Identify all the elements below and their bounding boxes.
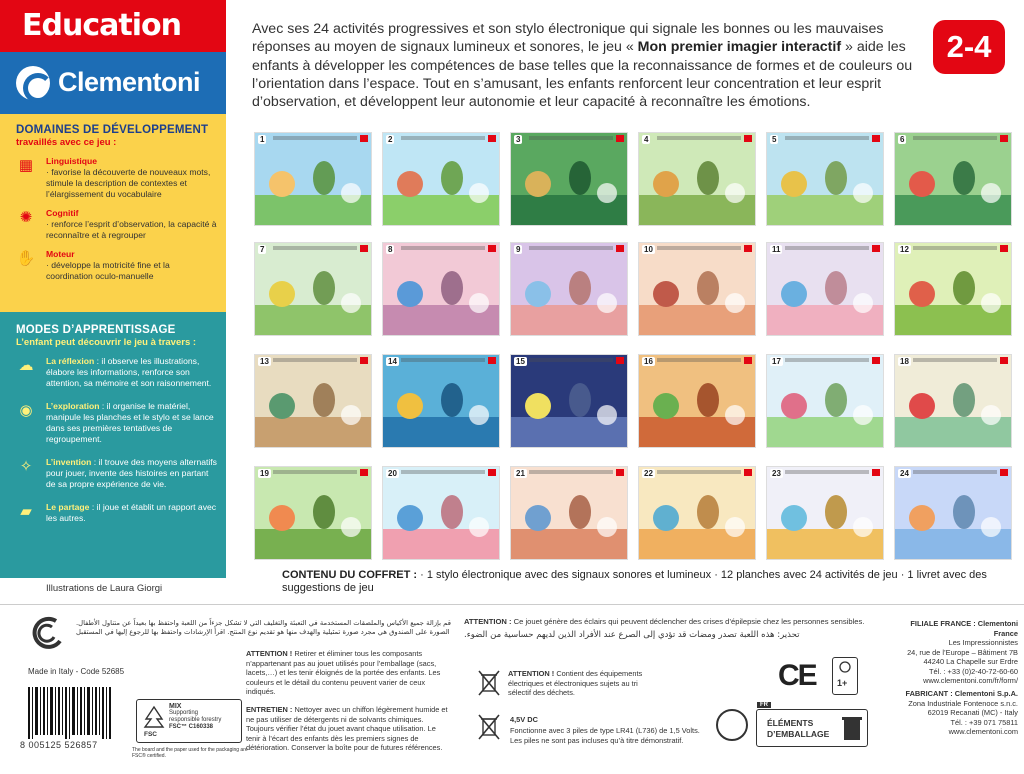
hand-icon: ✋	[16, 250, 36, 267]
epilepsy-warning-arabic: تحذير: هذه اللعبة تصدر ومضات قد تؤدي إلى الصرع عند الأفراد الذين لديهم حساسية من الضوء.	[464, 630, 800, 640]
card-number: 13	[260, 357, 269, 366]
card-shape	[525, 393, 551, 419]
card-title-bar	[273, 136, 357, 140]
card-shape	[469, 405, 489, 425]
card-flag-icon	[616, 245, 624, 252]
card-number: 17	[772, 357, 781, 366]
card-shape	[853, 183, 873, 203]
card-shape	[469, 517, 489, 537]
card-number: 22	[644, 469, 653, 478]
recycle-swirl-icon	[26, 615, 66, 651]
card-number: 10	[644, 245, 653, 254]
activity-card	[382, 242, 500, 336]
card-title-bar	[657, 470, 741, 474]
learning-heading: MODES D’APPRENTISSAGE	[16, 324, 176, 336]
activity-card	[510, 354, 628, 448]
activity-card	[638, 354, 756, 448]
card-shape	[397, 505, 423, 531]
packaging-elements-text	[767, 718, 829, 740]
activity-card	[382, 354, 500, 448]
activity-card	[894, 466, 1012, 560]
card-title-bar	[273, 358, 357, 362]
fsc-line1: Supporting	[169, 710, 199, 716]
card-title-bar	[529, 358, 613, 362]
triman-logo-icon	[716, 709, 748, 741]
card-number: 9	[516, 245, 521, 254]
card-title-bar	[913, 358, 997, 362]
activity-card	[638, 132, 756, 226]
activity-card	[254, 354, 372, 448]
activity-card	[510, 466, 628, 560]
card-shape	[725, 293, 745, 313]
card-shape	[909, 171, 935, 197]
activity-card	[254, 466, 372, 560]
card-shape	[597, 293, 617, 313]
card-shape	[653, 505, 679, 531]
fabricant-line: www.clementoni.com	[948, 727, 1018, 736]
card-title-bar	[657, 358, 741, 362]
card-shape	[469, 293, 489, 313]
fsc-line2: responsible forestry	[169, 717, 222, 723]
filiale-info	[886, 619, 1018, 686]
weee-bin-icon	[478, 669, 500, 697]
card-title-bar	[529, 136, 613, 140]
card-title-bar	[913, 246, 997, 250]
card-flag-icon	[360, 357, 368, 364]
filiale-line: Tél. : +33 (0)2-40-72-60-60	[929, 666, 1018, 676]
card-shape	[981, 517, 1001, 537]
card-number: 8	[388, 245, 393, 254]
ce-mark: CE	[778, 659, 816, 692]
card-shape	[825, 271, 847, 305]
weee-text: Contient des équipements électriques et électroniques sujets au tri sélectif des déchets.	[508, 669, 643, 697]
card-flag-icon	[616, 135, 624, 142]
activity-card	[894, 354, 1012, 448]
card-shape	[569, 383, 591, 417]
card-flag-icon	[744, 135, 752, 142]
fabricant-line: Zona Industriale Fontenoce s.n.c.	[908, 698, 1018, 708]
learning-item-partage	[16, 502, 218, 524]
battery-voltage: 4,5V DC	[510, 715, 538, 724]
card-shape	[825, 383, 847, 417]
abc-blocks-icon: ▦	[18, 157, 34, 174]
card-shape	[441, 495, 463, 529]
activity-card	[894, 132, 1012, 226]
development-heading: DOMAINES DE DÉVELOPPEMENT	[16, 124, 209, 136]
brain-icon: ☁	[18, 357, 34, 374]
card-shape	[653, 281, 679, 307]
intro-text	[252, 20, 930, 111]
card-shape	[269, 505, 295, 531]
card-shape	[313, 495, 335, 529]
item-text: · favorise la découverte de nouveaux mots, stimule la description de contextes et l’élargissement du vocabulaire	[46, 167, 211, 199]
card-flag-icon	[360, 135, 368, 142]
epilepsy-title: ATTENTION :	[464, 617, 512, 626]
development-item-linguistique	[16, 156, 218, 200]
card-shape	[469, 183, 489, 203]
card-shape	[441, 383, 463, 417]
card-title-bar	[913, 136, 997, 140]
card-shape	[341, 517, 361, 537]
item-text: · développe la motricité fine et la coordination oculo-manuelle	[46, 260, 170, 281]
card-title-bar	[657, 136, 741, 140]
card-flag-icon	[360, 469, 368, 476]
filiale-line: www.clementoni.com/fr/form/	[923, 676, 1018, 685]
item-title: L’exploration	[46, 401, 100, 411]
barcode-number: 8 005125 526857	[20, 740, 98, 750]
card-shape	[397, 281, 423, 307]
card-shape	[653, 171, 679, 197]
card-flag-icon	[616, 357, 624, 364]
card-title-bar	[401, 136, 485, 140]
barcode-icon	[24, 685, 116, 745]
contents-text: · 1 stylo électronique avec des signaux sonores et lumineux · 12 planches avec 24 activités de jeu · 1 livret avec des suggestions de jeu	[282, 569, 987, 594]
card-shape	[825, 161, 847, 195]
card-title-bar	[401, 246, 485, 250]
item-text: : il organise le matériel, manipule les planches et le stylo et se lance dans ses premières tentatives de regroupement.	[46, 401, 214, 444]
development-item-cognitif	[16, 208, 218, 241]
learning-item-reflexion	[16, 356, 218, 389]
packaging-warning	[246, 649, 450, 697]
card-title-bar	[657, 246, 741, 250]
card-number: 18	[900, 357, 909, 366]
lightbulb-icon: ✺	[19, 209, 33, 226]
item-title: Le partage	[46, 502, 90, 512]
card-shape	[781, 281, 807, 307]
card-shape	[781, 171, 807, 197]
card-flag-icon	[872, 469, 880, 476]
card-title-bar	[785, 470, 869, 474]
intro-part1: Avec ses 24 activités progressives et son stylo électronique qui signale les bonnes ou les mauvaises réponses au moyen de signaux lumineux et sonores, le jeu «	[252, 21, 884, 56]
card-flag-icon	[488, 469, 496, 476]
activity-card	[254, 242, 372, 336]
item-title: La réflexion	[46, 356, 95, 366]
card-shape	[725, 405, 745, 425]
card-shape	[269, 171, 295, 197]
card-number: 15	[516, 357, 525, 366]
card-number: 16	[644, 357, 653, 366]
card-number: 5	[772, 135, 777, 144]
development-item-moteur	[16, 249, 218, 282]
development-subheading: travaillés avec ce jeu :	[16, 137, 117, 148]
maintenance-info	[246, 705, 450, 753]
card-flag-icon	[488, 357, 496, 364]
card-shape	[697, 161, 719, 195]
activity-card	[382, 466, 500, 560]
learning-item-exploration	[16, 401, 218, 445]
child-face-icon	[836, 660, 854, 674]
card-flag-icon	[872, 245, 880, 252]
card-shape	[781, 393, 807, 419]
card-shape	[853, 517, 873, 537]
card-shape	[597, 183, 617, 203]
info-panel	[0, 0, 226, 578]
fsc-label	[136, 699, 242, 743]
age-warning-pictogram	[832, 657, 858, 695]
card-shape	[441, 271, 463, 305]
card-flag-icon	[1000, 135, 1008, 142]
speech-bubbles-icon: ▰	[20, 503, 32, 520]
card-title-bar	[529, 246, 613, 250]
weee-info	[508, 669, 648, 698]
card-shape	[981, 405, 1001, 425]
fsc-tree-icon	[142, 705, 166, 731]
box-contents	[282, 569, 1006, 595]
card-title-bar	[529, 470, 613, 474]
activity-card	[766, 466, 884, 560]
attention-text: Retirer et éliminer tous les composants n’appartenant pas au jouet utilisés pour l’emballage (sacs, lacets,…) et les tenir éloignés de la portée des enfants. Les couleurs et le détail du contenu peuvent varier de ceux indiqués.	[246, 649, 441, 696]
filiale-line: Les Impressionnistes	[948, 638, 1018, 647]
entretien-title: ENTRETIEN :	[246, 705, 293, 714]
card-shape	[697, 383, 719, 417]
card-shape	[269, 281, 295, 307]
card-title-bar	[273, 246, 357, 250]
card-shape	[853, 405, 873, 425]
card-shape	[697, 271, 719, 305]
item-text: : il observe les illustrations, élabore les informations, renforce son attention, sa mémoire et son raisonnement.	[46, 356, 212, 388]
filiale-title: FILIALE FRANCE : Clementoni France	[910, 619, 1018, 638]
card-title-bar	[785, 136, 869, 140]
card-shape	[853, 293, 873, 313]
card-number: 20	[388, 469, 397, 478]
brand-banner	[0, 52, 226, 114]
activity-card	[766, 132, 884, 226]
eye-icon: ◉	[19, 402, 33, 419]
card-shape	[697, 495, 719, 529]
attention-title: ATTENTION !	[246, 649, 293, 658]
card-title-bar	[785, 358, 869, 362]
card-number: 12	[900, 245, 909, 254]
card-shape	[953, 161, 975, 195]
card-number: 19	[260, 469, 269, 478]
activity-card	[638, 242, 756, 336]
card-shape	[953, 271, 975, 305]
filiale-line: 24, rue de l’Europe – Bâtiment 7B	[907, 647, 1018, 657]
card-number: 3	[516, 135, 521, 144]
card-shape	[653, 393, 679, 419]
card-shape	[953, 383, 975, 417]
card-title-bar	[785, 246, 869, 250]
card-number: 23	[772, 469, 781, 478]
card-shape	[981, 183, 1001, 203]
card-flag-icon	[744, 245, 752, 252]
triman-region: FR	[757, 702, 771, 708]
card-number: 7	[260, 245, 265, 254]
card-shape	[441, 161, 463, 195]
item-text: : il trouve des moyens alternatifs pour jouer, invente des histoires en partant de sa propre expérience de vie.	[46, 457, 217, 489]
card-number: 6	[900, 135, 905, 144]
card-number: 1	[260, 135, 265, 144]
illustrations-credit: Illustrations de Laura Giorgi	[46, 583, 163, 594]
activity-card	[254, 132, 372, 226]
brand-name: Clementoni	[58, 67, 201, 97]
card-flag-icon	[1000, 469, 1008, 476]
card-shape	[313, 161, 335, 195]
card-shape	[525, 505, 551, 531]
epilepsy-text: Ce jouet génère des éclairs qui peuvent déclencher des crises d’épilepsie chez les personnes sensibles.	[511, 617, 865, 626]
card-title-bar	[401, 358, 485, 362]
card-shape	[781, 505, 807, 531]
contents-label: CONTENU DU COFFRET :	[282, 569, 418, 581]
card-flag-icon	[744, 469, 752, 476]
clementoni-logo-icon	[16, 66, 50, 100]
activity-card	[766, 354, 884, 448]
card-flag-icon	[1000, 245, 1008, 252]
item-text: · renforce l’esprit d’observation, la capacité à reconnaître et à regrouper	[46, 219, 217, 240]
card-shape	[725, 183, 745, 203]
arabic-warning: قم بإزالة جميع الأكياس والملصقات المستخدمة في التعبئة والتغليف التي لا تشكل جزءاً من اللعبة واحتفظ بها بعيداً عن متناول الأطفال. الصورة على الصندوق هي مجرد صورة تمثيلية والهدف منها هو تقديم نوع المنتج. اقرأ الإرشادات واحتفظ بها للرجوع إليها في المستقبل	[76, 619, 451, 636]
card-flag-icon	[488, 135, 496, 142]
entretien-text: Nettoyer avec un chiffon légèrement humide et ne pas utiliser de détergents ni de solvants chimiques. Toujours vérifier l’état du jouet avant chaque utilisation. Le tenir à l’écart des enfants dès les premiers signes de détérioration. Conserver la boîte pour de futures références.	[246, 705, 448, 752]
card-title-bar	[401, 470, 485, 474]
activity-card	[638, 466, 756, 560]
card-shape	[569, 495, 591, 529]
packaging-label1: ÉLÉMENTS	[767, 718, 814, 728]
card-number: 2	[388, 135, 393, 144]
activity-card	[510, 132, 628, 226]
fsc-code: FSC™ C160338	[169, 724, 214, 730]
card-title-bar	[913, 470, 997, 474]
made-in: Made in Italy - Code 52685	[28, 667, 125, 676]
card-flag-icon	[744, 357, 752, 364]
card-flag-icon	[488, 245, 496, 252]
age-badge: 2-4	[933, 20, 1005, 74]
packaging-label2: D’EMBALLAGE	[767, 729, 830, 739]
item-title: Cognitif	[46, 208, 79, 218]
filiale-line: 44240 La Chapelle sur Erdre	[923, 657, 1018, 666]
card-flag-icon	[872, 135, 880, 142]
card-shape	[909, 281, 935, 307]
card-shape	[269, 393, 295, 419]
card-number: 4	[644, 135, 649, 144]
age-pictogram-text: 1+	[837, 678, 848, 688]
card-flag-icon	[360, 245, 368, 252]
card-number: 14	[388, 357, 397, 366]
packaging-sorting-label	[756, 702, 868, 747]
card-number: 21	[516, 469, 525, 478]
card-shape	[953, 495, 975, 529]
activity-card	[766, 242, 884, 336]
card-shape	[341, 405, 361, 425]
card-shape	[341, 183, 361, 203]
card-number: 11	[772, 245, 781, 254]
fsc-mix: MIX	[169, 703, 182, 710]
footer	[0, 604, 1024, 774]
card-flag-icon	[616, 469, 624, 476]
card-shape	[981, 293, 1001, 313]
card-shape	[569, 271, 591, 305]
card-shape	[569, 161, 591, 195]
card-shape	[825, 495, 847, 529]
card-shape	[597, 405, 617, 425]
card-shape	[725, 517, 745, 537]
battery-info: Fonctionne avec 3 piles de type LR41 (L736) de 1,5 Volts. Les piles ne sont pas incluses qu’à titre démonstratif.	[510, 726, 700, 745]
development-section	[0, 114, 226, 312]
card-shape	[909, 393, 935, 419]
activity-card	[894, 242, 1012, 336]
card-shape	[397, 171, 423, 197]
sorting-bin-icon	[841, 714, 863, 742]
intro-part2: » aide les enfants à développer les compétences de base telles que la reconnaissance de formes et de couleurs ou l’orientation dans l’espace. Tout en s’amusant, les enfants renforcent leur concentration et leur esprit d’observation, et développent leur autonomie et leur capacité à reconnaître les émotions.	[252, 39, 913, 111]
card-number: 24	[900, 469, 909, 478]
fsc-note: The board and the paper used for the packaging are FSC® certified.	[132, 747, 248, 759]
card-shape	[341, 293, 361, 313]
fsc-text: FSC	[144, 731, 157, 738]
item-title: L’invention	[46, 457, 92, 467]
card-flag-icon	[872, 357, 880, 364]
fabricant-line: Tél. : +39 071 75811	[950, 717, 1018, 727]
weee-title: ATTENTION !	[508, 669, 555, 678]
card-shape	[597, 517, 617, 537]
card-shape	[525, 171, 551, 197]
epilepsy-warning	[464, 617, 874, 627]
battery-bin-icon	[478, 713, 500, 741]
card-shape	[909, 505, 935, 531]
card-title-bar	[273, 470, 357, 474]
card-shape	[313, 383, 335, 417]
fabricant-title: FABRICANT : Clementoni S.p.A.	[905, 689, 1018, 698]
item-title: Linguistique	[46, 156, 98, 166]
card-flag-icon	[1000, 357, 1008, 364]
education-banner: Education	[0, 0, 226, 52]
item-title: Moteur	[46, 249, 75, 259]
game-title: Mon premier imagier interactif	[637, 39, 842, 56]
item-text: : il joue et établit un rapport avec les autres.	[46, 502, 217, 523]
fabricant-info	[886, 689, 1018, 737]
card-shape	[397, 393, 423, 419]
learning-section	[0, 312, 226, 578]
activity-grid	[254, 132, 1010, 560]
activity-card	[510, 242, 628, 336]
card-shape	[313, 271, 335, 305]
activity-card	[382, 132, 500, 226]
magic-wand-icon: ✧	[19, 458, 33, 475]
card-shape	[525, 281, 551, 307]
learning-subheading: L’enfant peut découvrir le jeu à travers :	[16, 337, 197, 348]
fabricant-line: 62019 Recanati (MC) - Italy	[927, 708, 1018, 717]
learning-item-invention	[16, 457, 218, 490]
